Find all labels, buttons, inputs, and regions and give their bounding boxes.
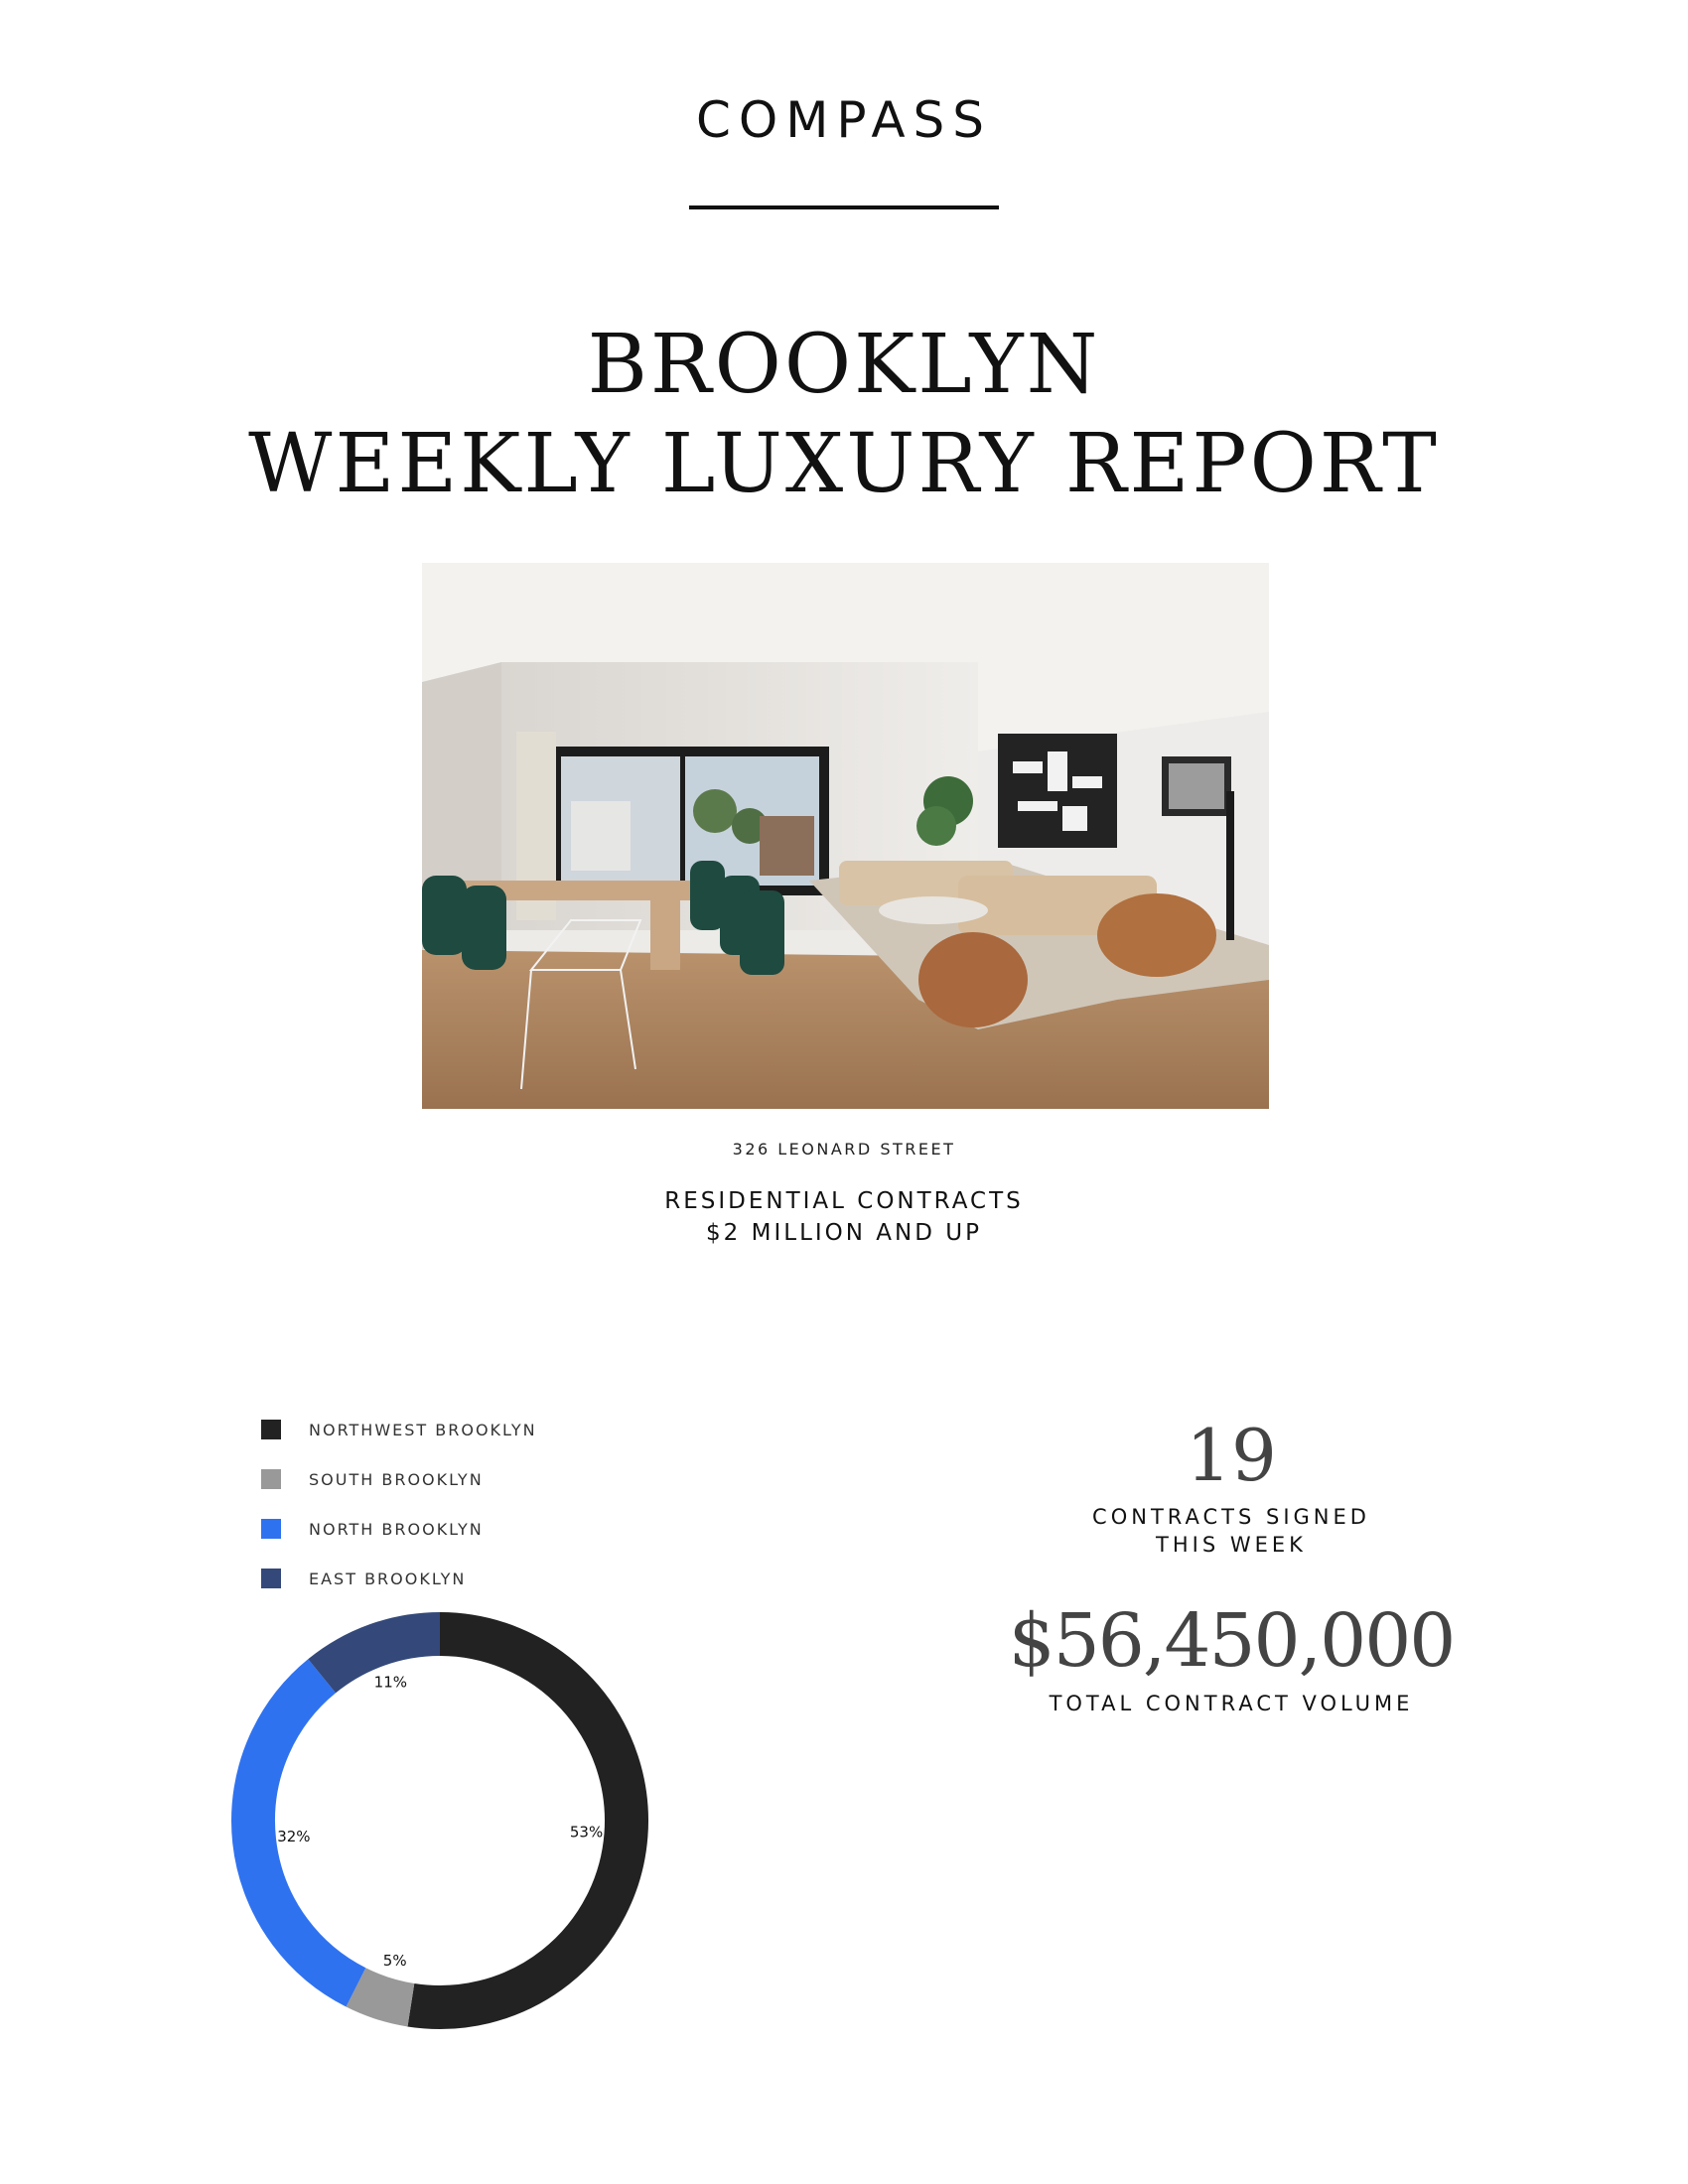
donut-slice-south-brooklyn xyxy=(355,1987,410,2005)
donut-slice-label: 11% xyxy=(373,1673,408,1692)
donut-slice-label: 53% xyxy=(569,1823,604,1842)
legend-swatch xyxy=(261,1469,281,1489)
contracts-label-line-2: THIS WEEK xyxy=(1156,1533,1307,1557)
legend-label: EAST BROOKLYN xyxy=(309,1570,467,1588)
featured-property-photo xyxy=(422,563,1269,1109)
donut-slice-label: 32% xyxy=(277,1828,311,1846)
photo-caption: 326 LEONARD STREET xyxy=(732,1140,956,1159)
total-contract-volume: $56,450,000 xyxy=(1008,1598,1455,1684)
legend-swatch xyxy=(261,1420,281,1439)
report-title-line-1: BROOKLYN xyxy=(587,318,1101,412)
logo-divider xyxy=(689,205,999,209)
legend-item-north-brooklyn xyxy=(261,1517,658,1539)
total-contract-volume-label: TOTAL CONTRACT VOLUME xyxy=(1049,1692,1414,1715)
donut-slice-northwest-brooklyn xyxy=(411,1634,627,2007)
subheading-line-1: RESIDENTIAL CONTRACTS xyxy=(664,1188,1024,1214)
donut-slice-east-brooklyn xyxy=(322,1634,440,1676)
subheading-line-2: $2 MILLION AND UP xyxy=(706,1220,982,1246)
compass-logo: COMPASS xyxy=(695,91,993,149)
legend-label: SOUTH BROOKLYN xyxy=(309,1470,484,1489)
report-title-line-2: WEEKLY LUXURY REPORT xyxy=(248,417,1440,511)
legend-item-northwest-brooklyn xyxy=(261,1418,658,1439)
donut-slice-label: 5% xyxy=(382,1951,407,1970)
legend-swatch xyxy=(261,1519,281,1539)
legend-label: NORTHWEST BROOKLYN xyxy=(309,1421,537,1439)
contracts-count: 19 xyxy=(1186,1414,1277,1497)
legend-item-south-brooklyn xyxy=(261,1467,658,1489)
contracts-label-line-1: CONTRACTS SIGNED xyxy=(1092,1505,1370,1529)
legend-label: NORTH BROOKLYN xyxy=(309,1520,484,1539)
legend-item-east-brooklyn xyxy=(261,1567,658,1588)
legend-swatch xyxy=(261,1569,281,1588)
donut-slice-north-brooklyn xyxy=(253,1676,355,1987)
